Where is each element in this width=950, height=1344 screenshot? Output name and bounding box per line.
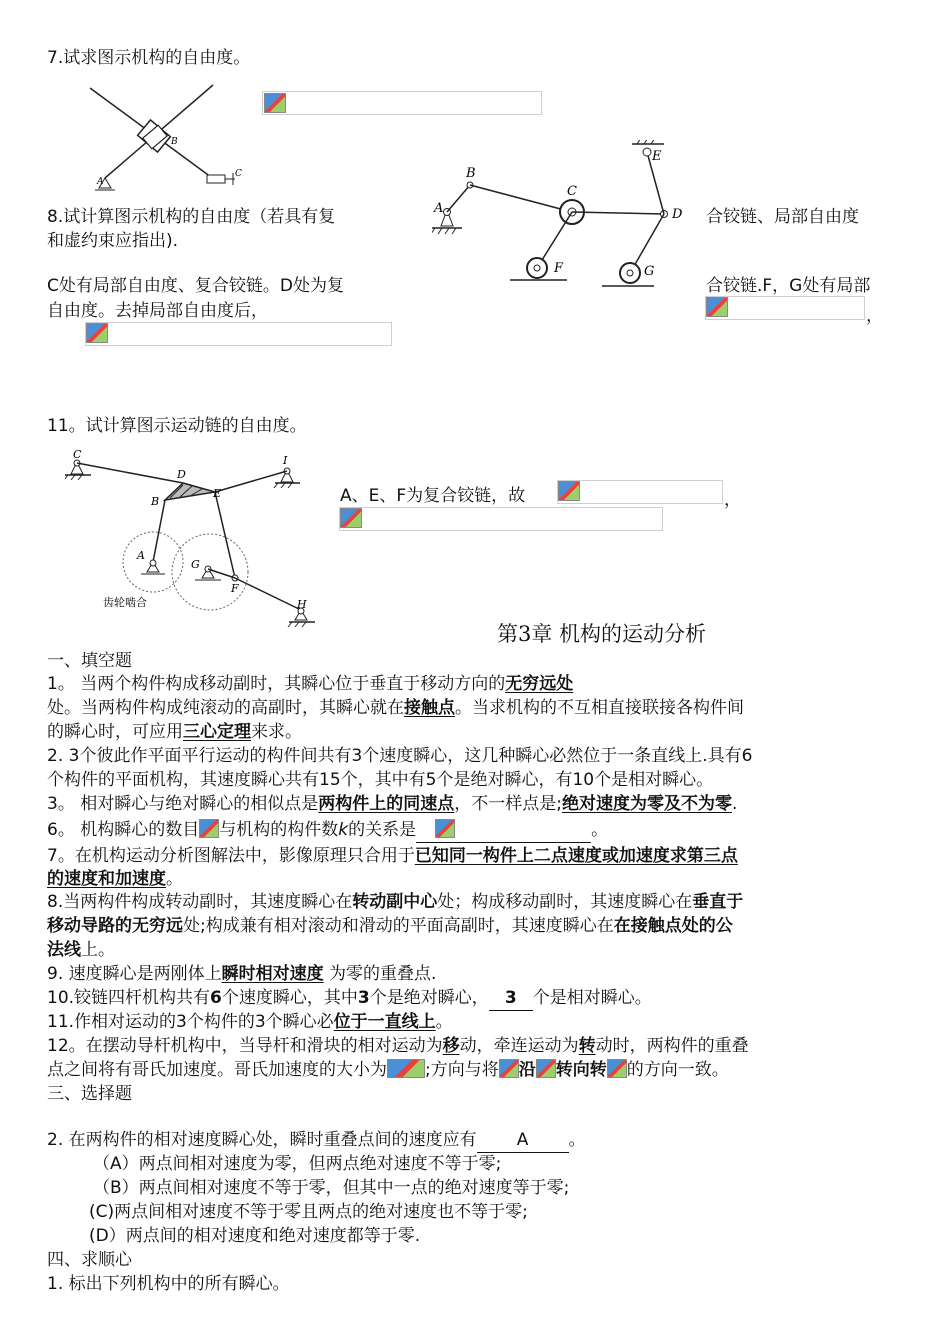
section-choice-title: 三、选择题 [47, 1084, 132, 1104]
q6-answer-blank [416, 818, 591, 843]
fill-q6: 6。 机构瞬心的数目 与机构的构件数k的关系是 。 [47, 818, 608, 843]
broken-image-icon [499, 1059, 519, 1078]
q11-label-d: D [177, 468, 186, 481]
q8-answer2: 自由度。去掉局部自由度后， [47, 301, 268, 321]
broken-image-icon [607, 1059, 627, 1078]
fill-q2-line1: 2. 3个彼此作平面平行运动的构件间共有3个速度瞬心，这几种瞬心必然位于一条直线上.具有6 [47, 746, 753, 766]
q7-text: 7.试求图示机构的自由度。 [47, 48, 251, 68]
section-find-title: 四、求顺心 [47, 1250, 132, 1270]
q11-label-f: F [231, 582, 239, 595]
chapter-title: 第3章 机构的运动分析 [497, 622, 707, 646]
q8-label-e: E [652, 149, 662, 164]
q8-label-f: F [554, 261, 564, 276]
q11-kinematic-chain-figure [65, 450, 325, 632]
q11-label-b: B [151, 495, 160, 508]
q11-answer1: A、E、F为复合铰链，故 [340, 486, 526, 506]
q8-answer-image [85, 322, 392, 346]
q11-label-i: I [283, 454, 288, 467]
q11-gear-caption: 齿轮啮合 [103, 596, 147, 609]
broken-image-icon [558, 481, 580, 501]
q7-label-c: C [235, 169, 242, 179]
broken-image-icon [264, 93, 286, 113]
fill-q10: 10.铰链四杆机构共有6个速度瞬心，其中3个是绝对瞬心， 3 个是相对瞬心。 [47, 986, 652, 1011]
q8-label-a: A [434, 201, 444, 216]
q8-answer-right: 合铰链.F，G处有局部 [706, 276, 871, 296]
q7-answer-image [262, 91, 542, 115]
broken-image-icon [340, 508, 362, 528]
choice-option-a: （A）两点间相对速度为零，但两点绝对速度不等于零; [93, 1154, 502, 1174]
fill-q8-line2: 移动导路的无穷远处;构成兼有相对滚动和滑动的平面高副时，其速度瞬心在在接触点处的公 [47, 916, 733, 936]
q7-label-b: B [171, 137, 178, 147]
q8-answer1: C处有局部自由度、复合铰链。D处为复 [47, 276, 344, 296]
choice-option-c: (C)两点间相对速度不等于零且两点的绝对速度也不等于零; [89, 1202, 528, 1222]
broken-image-icon [199, 819, 219, 838]
q11-label-a: A [137, 549, 145, 562]
fill-q8-line1: 8.当两构件构成转动副时，其速度瞬心在转动副中心处；构成移动副时，其速度瞬心在垂直于 [47, 892, 744, 912]
fill-q12-line1: 12。在摆动导杆机构中，当导杆和滑块的相对运动为移动，牵连运动为转动时，两构件的重叠 [47, 1036, 749, 1056]
broken-image-icon [86, 323, 108, 343]
q8-label-b: B [466, 166, 476, 181]
section-fill-title: 一、填空题 [47, 651, 132, 671]
fill-q9: 9. 速度瞬心是两刚体上瞬时相对速度 为零的重叠点. [47, 964, 437, 984]
fill-q11: 11.作相对运动的3个构件的3个瞬心必位于一直线上。 [47, 1012, 453, 1032]
q8-label-g: G [644, 264, 655, 279]
q11-comma: ， [724, 490, 741, 510]
fill-q2-line2: 个构件的平面机构，其速度瞬心共有15个，其中有5个是绝对瞬心，有10个是相对瞬心。 [47, 770, 714, 790]
q11-answer-image2 [339, 507, 663, 531]
q7-label-a: A [97, 177, 104, 187]
broken-image-icon [387, 1059, 425, 1078]
q11-answer-image1 [557, 480, 723, 504]
q11-label-g: G [191, 558, 200, 571]
fill-q8-line3: 法线上。 [47, 940, 115, 960]
fill-q1-line1: 1。 当两个构件构成移动副时，其瞬心位于垂直于移动方向的无穷远处 [47, 674, 574, 694]
fill-q1-line2: 处。当两构件构成纯滚动的高副时，其瞬心就在接触点。当求机构的不互相直接联接各构件间 [47, 698, 744, 718]
fill-q3: 3。 相对瞬心与绝对瞬心的相似点是两构件上的同速点，不一样点是;绝对速度为零及不为零. [47, 794, 738, 814]
choice-q2: 2. 在两构件的相对速度瞬心处，瞬时重叠点间的速度应有 A 。 [47, 1128, 586, 1153]
find-q1: 1. 标出下列机构中的所有瞬心。 [47, 1274, 290, 1294]
q8-right1: 合铰链、局部自由度 [706, 207, 859, 227]
q8-line2: 和虚约束应指出). [47, 231, 179, 251]
q8-mechanism-figure [432, 140, 682, 295]
broken-image-icon [706, 297, 728, 317]
fill-q12-line2: 点之间将有哥氏加速度。哥氏加速度的大小为 ;方向与将 沿 转向转 的方向一致。 [47, 1060, 729, 1080]
fill-q1-line3: 的瞬心时，可应用三心定理来求。 [47, 722, 302, 742]
q11-label-e: E [213, 487, 222, 500]
q8-comma: ， [866, 306, 883, 326]
q11-text: 11。试计算图示运动链的自由度。 [47, 416, 307, 436]
choice-option-b: （B）两点间相对速度不等于零，但其中一点的绝对速度等于零; [93, 1178, 570, 1198]
choice-option-d: (D）两点间的相对速度和绝对速度都等于零. [89, 1226, 421, 1246]
fill-q7-line2: 的速度和加速度。 [47, 869, 183, 889]
q8-label-c: C [567, 184, 577, 199]
q8-line1: 8.试计算图示机构的自由度（若具有复 [47, 207, 336, 227]
q11-label-c: C [73, 450, 82, 461]
broken-image-icon [536, 1059, 556, 1078]
q8-answer-image-right [705, 296, 865, 320]
q8-label-d: D [672, 207, 682, 222]
q7-mechanism-figure [85, 80, 250, 192]
fill-q7-line1: 7。在机构运动分析图解法中，影像原理只合用于已知同一构件上二点速度或加速度求第三点 [47, 846, 738, 866]
q11-label-h: H [297, 598, 307, 611]
